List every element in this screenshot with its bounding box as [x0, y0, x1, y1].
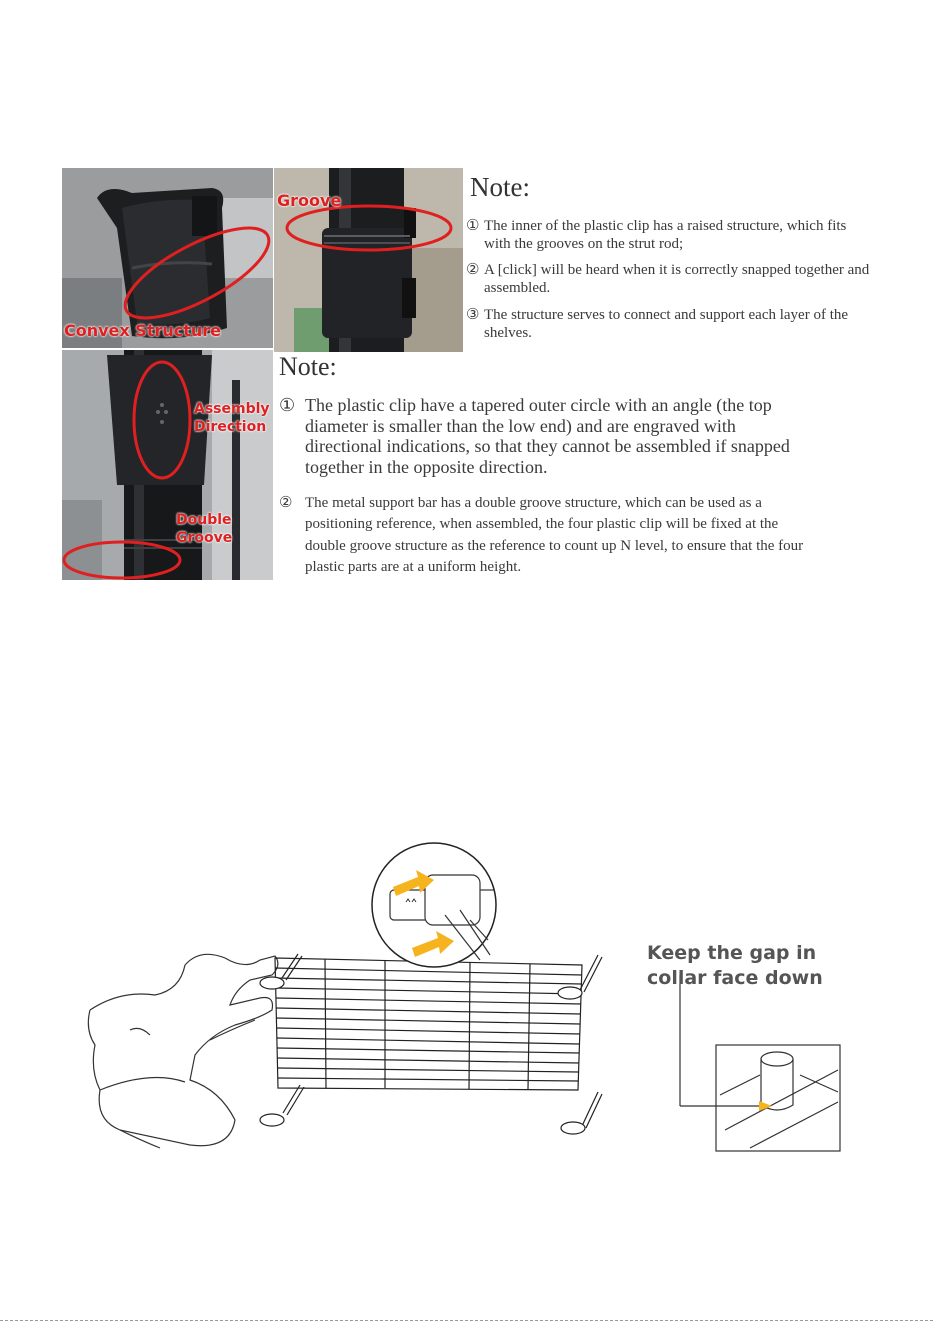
groove-label: Groove	[277, 191, 342, 210]
note1-item-1-text: The inner of the plastic clip has a raised structure, which fits with the grooves on the strut rod;	[484, 218, 847, 252]
page-bottom-rule	[0, 1320, 933, 1321]
photo-groove	[274, 168, 463, 352]
note1-item-2-number: ②	[466, 262, 480, 278]
photo-convex-structure	[62, 168, 273, 348]
note1-item-2-text: A [click] will be heard when it is correctly snapped together and assembled.	[484, 262, 870, 296]
person-figure	[88, 954, 278, 1148]
note2-item-2-number: ②	[279, 495, 293, 511]
convex-structure-label: Convex Structure	[64, 321, 222, 340]
assembly-direction-label: Assembly Direction	[194, 401, 270, 435]
collar-gap-detail	[680, 975, 840, 1151]
note2-item-2-text: The metal support bar has a double groove structure, which can be used as a positioning reference, when assembled, the four plastic clip will be fixed at the double groove structure as the reference to count up N level, to ensure that the four plastic parts are at a uniform height.	[305, 495, 804, 575]
note2-item-1-text: The plastic clip have a tapered outer circle with an angle (the top diameter is smaller than the low end) and are engraved with directional indications, so that they cannot be assembled if snapped together in the opposite direction.	[305, 395, 790, 477]
note1-item-1-number: ①	[466, 218, 480, 234]
gap-caption: Keep the gap in collar face down	[647, 942, 823, 989]
note2-item-1-number: ①	[279, 395, 296, 415]
double-groove-label: Double Groove	[176, 512, 233, 546]
note-title-top: Note:	[470, 172, 530, 202]
note-title-bottom: Note:	[279, 352, 337, 381]
note1-item-3-number: ③	[466, 307, 480, 323]
photo-assembly-direction	[62, 350, 273, 580]
shelf-assembly-illustration	[60, 830, 860, 1160]
wire-shelf	[275, 958, 582, 1090]
note1-item-3-text: The structure serves to connect and support each layer of the shelves.	[484, 307, 849, 341]
